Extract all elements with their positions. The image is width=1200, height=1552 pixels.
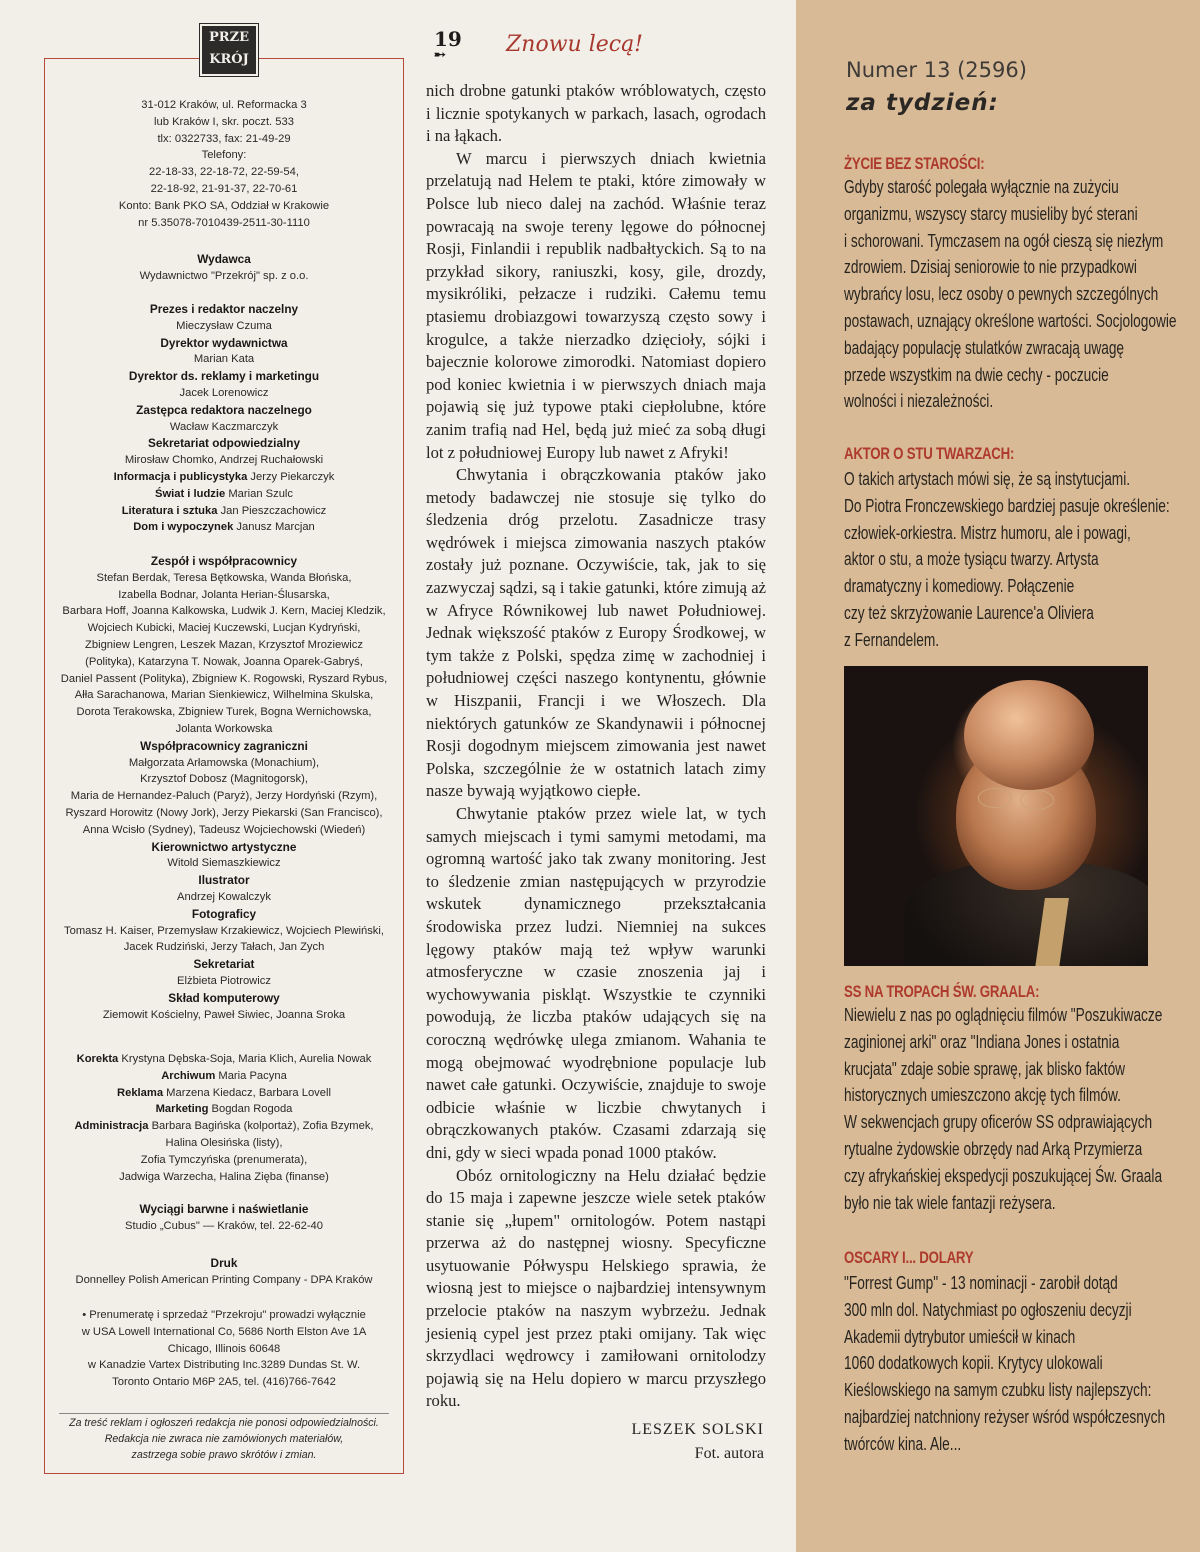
section-editor: Informacja i publicystyka Jerzy Piekarczyk [113, 470, 335, 483]
teaser-text: Niewielu z nas po oglądnięciu filmów "Poszukiwacze zaginionej arki" oraz "Indiana Jones i ostatnia krucjata" zdaje sobie sprawę, jak blisko faktów historycznych umieszczono akcję tych filmów. W sekwencjach grupy oficerów SS odprawiających rytualne żydowskie obrzędy nad Arką Przymierza czy afrykańskiej ekspedycji poszukującej Św. Graala było nie tak wiele fantazji reżysera. [844, 1004, 1163, 1213]
teaser-text: "Forrest Gump" - 13 nominacji - zarobił dotąd 300 mln dol. Natychmiast po ogłoszeniu decyzji Akademii dytrybutor umieścił w kinach 1060 dodatkowych kopii. Krytycy ulokowali Kieślowskiego na samym czubku listy najlepszych: najbardziej natchniony reżyser wśród współczesnych twórców kina. Ale... [844, 1272, 1166, 1454]
logo-line-1: PRZE [209, 30, 249, 45]
divider [59, 1413, 389, 1414]
paragraph: nich drobne gatunki ptaków wróblowatych, często i licznie spotykanych w parkach, lasach, ogrodach i na łąkach. [426, 81, 766, 146]
print-block: Druk Donnelley Polish American Printing Company - DPA Kraków [75, 1256, 373, 1286]
paragraph: Chwytania i obrączkowania ptaków jako metody badawczej nie stosuje się tylko do śledzenia dróg przelotu. Zasadnicze trasy wędrówek i miejsca zimowania naszych ptaków zostały już poznane. Oczywiście, tak, jak to się zazwyczaj sądzi, są i takie gatunki, które zimują aż w Afryce Równikowej lub nawet Południowej. Jednak większość ptaków z Europy Środkowej, w tym także z Polski, spędza zimę w zachodniej i południowej części naszego kontynentu, głównie w Hiszpanii, Francji i we Włoszech. Dla niektórych gatunków ze Skandynawii i północnej Rosji dogodnym miejscem zimowania jest nawet Polska, szczególnie że w ostatnich latach zimy nasze bywają wyjątkowo ciepłe. [426, 465, 766, 801]
przekroj-logo [200, 24, 258, 76]
paragraph: Chwytanie ptaków przez wiele lat, w tych samych miejscach i tymi samymi metodami, ma ogromną wartość jako tak zwany monitoring. Jest to śledzenie zmian następujących w przyrodzie wskutek dynamicznego przekształcania środowiska przez ludzi. Niemniej na sukces lęgowy ptaków mają też wpływ warunki atmosferyczne w czasie znoszenia jaj i wychowywania piskląt. Wszystkie te czynniki powodują, że liczba ptaków udających się na coroczną wędrówkę ulega zmianom. Wahania te mogą obejmować wyodrębnione populacje lub nawet całe gatunki. Oczywiście, znajduje to swoje odbicie właśnie w liczbie chwytanych i obrączkowanych ptaków. Czasami zdarzają się dni, gdy w sieci wpada ponad 1000 ptaków. [426, 804, 766, 1162]
section-editor: Świat i ludzie Marian Szulc [154, 487, 294, 500]
article-title: Znowu lecą! [506, 32, 644, 57]
section-editor: Literatura i sztuka Jan Pieszczachowicz [121, 504, 327, 517]
paragraph: Obóz ornitologiczny na Helu działać będzie do 15 maja i zapewne jeszcze wiele setek ptaków stanie się „łupem" ornitologów. Potem nastąpi przerwa aż do następnej wiosny. Specyficzne usytuowanie Półwyspu Helskiego sprawia, że wiosną jest to miejsce o najbardziej intensywnym przelocie ptaków na naszym wybrzeżu. Jednak jesienią cypel jest przez ptaki omijany. Tak więc skrzydlaci wędrowcy i zamiłowani ornitolodzy pojawią się na Helu dopiero w marcu przyszłego roku. [426, 1165, 766, 1411]
masthead-box [44, 58, 404, 1474]
page-number: 19 ➸ [434, 27, 462, 63]
paragraph: W marcu i pierwszych dniach kwietnia przelatują nad Helem te ptaki, które zimowały w Polsce lub nieco dalej na zachód. Właśnie teraz powracają na swoje tereny lęgowe do północnej Rosji, Finlandii i republik nadbałtyckich. Są to na przykład sikory, raniuszki, kosy, gile, drozdy, mysikróliki, pełzacze i rudziki. Całemu temu ptasiemu drobiazgowi towarzyszą często sowy i krogulce, a także nierzadko dzięcioły, sójki i bajecznie kolorowe zimorodki. Natomiast dopiero pod koniec kwietnia i w pierwszych dniach maja pojawią się już typowe ptaki ciepłolubne, które zanim trafią nad Hel, będą już mieć za sobą długi lot z południowej Europy lub nawet z Afryki! [426, 148, 766, 462]
arrow-icon: ➸ [434, 47, 446, 63]
author-name: LESZEK SOLSKI [631, 1421, 764, 1438]
actor-portrait-photo [844, 666, 1148, 966]
logo-line-2: KRÓJ [209, 52, 249, 67]
teaser-text: O takich artystach mówi się, że są instytucjami. Do Piotra Fronczewskiego bardziej pasuje określenie: człowiek-orkiestra. Mistrz humoru, ale i powagi, aktor o stu, a może tysiącu twarzy. Artysta dramatyczny i komediowy. Połączenie czy też skrzyżowanie Laurence'a Oliviera z Fernandelem. [844, 468, 1170, 650]
next-week-sidebar [796, 0, 1200, 1552]
section-editor: Dom i wypoczynek Janusz Marcjan [133, 521, 315, 534]
next-week-heading: za tydzień: [846, 90, 999, 116]
disclaimer: Za treść reklam i ogłoszeń redakcja nie ponosi odpowiedzialności. Redakcja nie zwraca nie zamówionych materiałów, zastrzega sobie prawo skrótów i zmian. [69, 1417, 379, 1461]
teaser-heading: OSCARY I... DOLARY [844, 1248, 974, 1267]
staff-block: Korekta Krystyna Dębska-Soja, Maria Klich, Aurelia Nowak Archiwum Maria Pacyna Reklama Marzena Kiedacz, Barbara Lovell Marketing Bogdan Rogoda Administracja Barbara Bagińska (kolportaż), Zofia Bzymek, Halina Olesińska (listy), Zofia Tymczyńska (prenumerata), Jadwiga Warzecha, Halina Zięba (finanse) [74, 1053, 374, 1183]
subscription-block: • Prenumeratę i sprzedaż "Przekroju" prowadzi wyłącznie w USA Lowell International Co, 5686 North Elston Ave 1A Chicago, Illinois 60648 w Kanadzie Vartex Distributing Inc.3289 Dundas St. W. Toronto Ontario M6P 2A5, tel. (416)766-7642 [81, 1309, 367, 1389]
article-body [426, 80, 766, 1413]
teaser-heading: AKTOR O STU TWARZACH: [844, 444, 1015, 463]
teaser-heading: SS NA TROPACH ŚW. GRAALA: [844, 982, 1040, 1001]
byline [560, 1418, 764, 1466]
address-block: 31-012 Kraków, ul. Reformacka 3 lub Kraków I, skr. poczt. 533 tlx: 0322733, fax: 21-49-29 Telefony: 22-18-33, 22-18-72, 22-59-54, 22-18-92, 21-91-37, 22-70-61 Konto: Bank PKO SA, Oddział w Krakowie nr 5.35078-7010439-2511-30-1110 [118, 99, 330, 229]
team-block: Zespół i współpracownicy Stefan Berdak, Teresa Bętkowska, Wanda Błońska, Izabella Bodnar, Jolanta Herian-Ślusarska, Barbara Hoff, Joanna Kalkowska, Ludwik J. Kern, Maciej Kledzik, Wojciech Kubicki, Maciej Kuczewski, Lucjan Kydryński, Zbigniew Lengren, Leszek Mazan, Krzysztof Mroziewicz (Polityka), Katarzyna T. Nowak, Joanna Oparek-Gabryś, Daniel Passent (Polityka), Zbigniew K. Rogowski, Ryszard Rybus, Ałła Sarachanowa, Marian Sienkiewicz, Wilhelmina Skulska, Dorota Terakowska, Zbigniew Turek, Bogna Wernichowska, Jolanta Workowska Współpracownicy zagraniczni Małgorzata Arłamowska (Monachium), Krzysztof Dobosz (Magnitogorsk), Maria de Hernandez-Paluch (Paryż), Jerzy Hordyński (Rzym), Ryszard Horowitz (Nowy Jork), Jerzy Piekarski (San Francisco), Anna Wcisło (Sydney), Tadeusz Wojciechowski (Wiedeń) Kierownictwo artystyczne Witold Siemaszkiewicz Ilustrator Andrzej Kowalczyk Fotograficy Tomasz H. Kaiser, Przemysław Krzakiewicz, Wojciech Plewiński, Jacek Rudziński, Jerzy Tałach, Jan Zych Sekretariat Elżbieta Piotrowicz Skład komputerowy Ziemowit Kościelny, Paweł Siwiec, Joanna Sroka [60, 554, 388, 1021]
teaser-heading: ŻYCIE BEZ STAROŚCI: [844, 154, 985, 173]
issue-number: Numer 13 (2596) [846, 58, 1027, 82]
prepress-block: Wyciągi barwne i naświetlanie Studio „Cubus" — Kraków, tel. 22-62-40 [125, 1202, 323, 1232]
publisher-block: Wydawca Wydawnictwo "Przekrój" sp. z o.o. [139, 252, 309, 282]
teaser-text: Gdyby starość polegała wyłącznie na zużyciu organizmu, wszyscy starcy musieliby być sterani i schorowani. Tymczasem na ogół cieszą się niezłym zdrowiem. Dzisiaj seniorowie to nie przypadkowi wybrańcy losu, lecz osoby o pewnych szczególnych postawach, uznający określone wartości. Socjologowie badający populację stulatków zwracają uwagę przede wszystkim na dwie cechy - poczucie wolności i niezależności. [844, 176, 1177, 412]
editors-block: Prezes i redaktor naczelny Mieczysław Czuma Dyrektor wydawnictwa Marian Kata Dyrektor ds. reklamy i marketingu Jacek Lorenowicz Zastępca redaktora naczelnego Wacław Kaczmarczyk Sekretariat odpowiedzialny Mirosław Chomko, Andrzej Ruchałowski Informacja i publicystyka Jerzy Piekarczyk Świat i ludzie Marian Szulc Literatura i sztuka Jan Pieszczachowicz Dom i wypoczynek Janusz Marcjan [51, 301, 397, 536]
photo-credit: Fot. autora [694, 1445, 764, 1462]
glasses-icon [978, 788, 1012, 808]
